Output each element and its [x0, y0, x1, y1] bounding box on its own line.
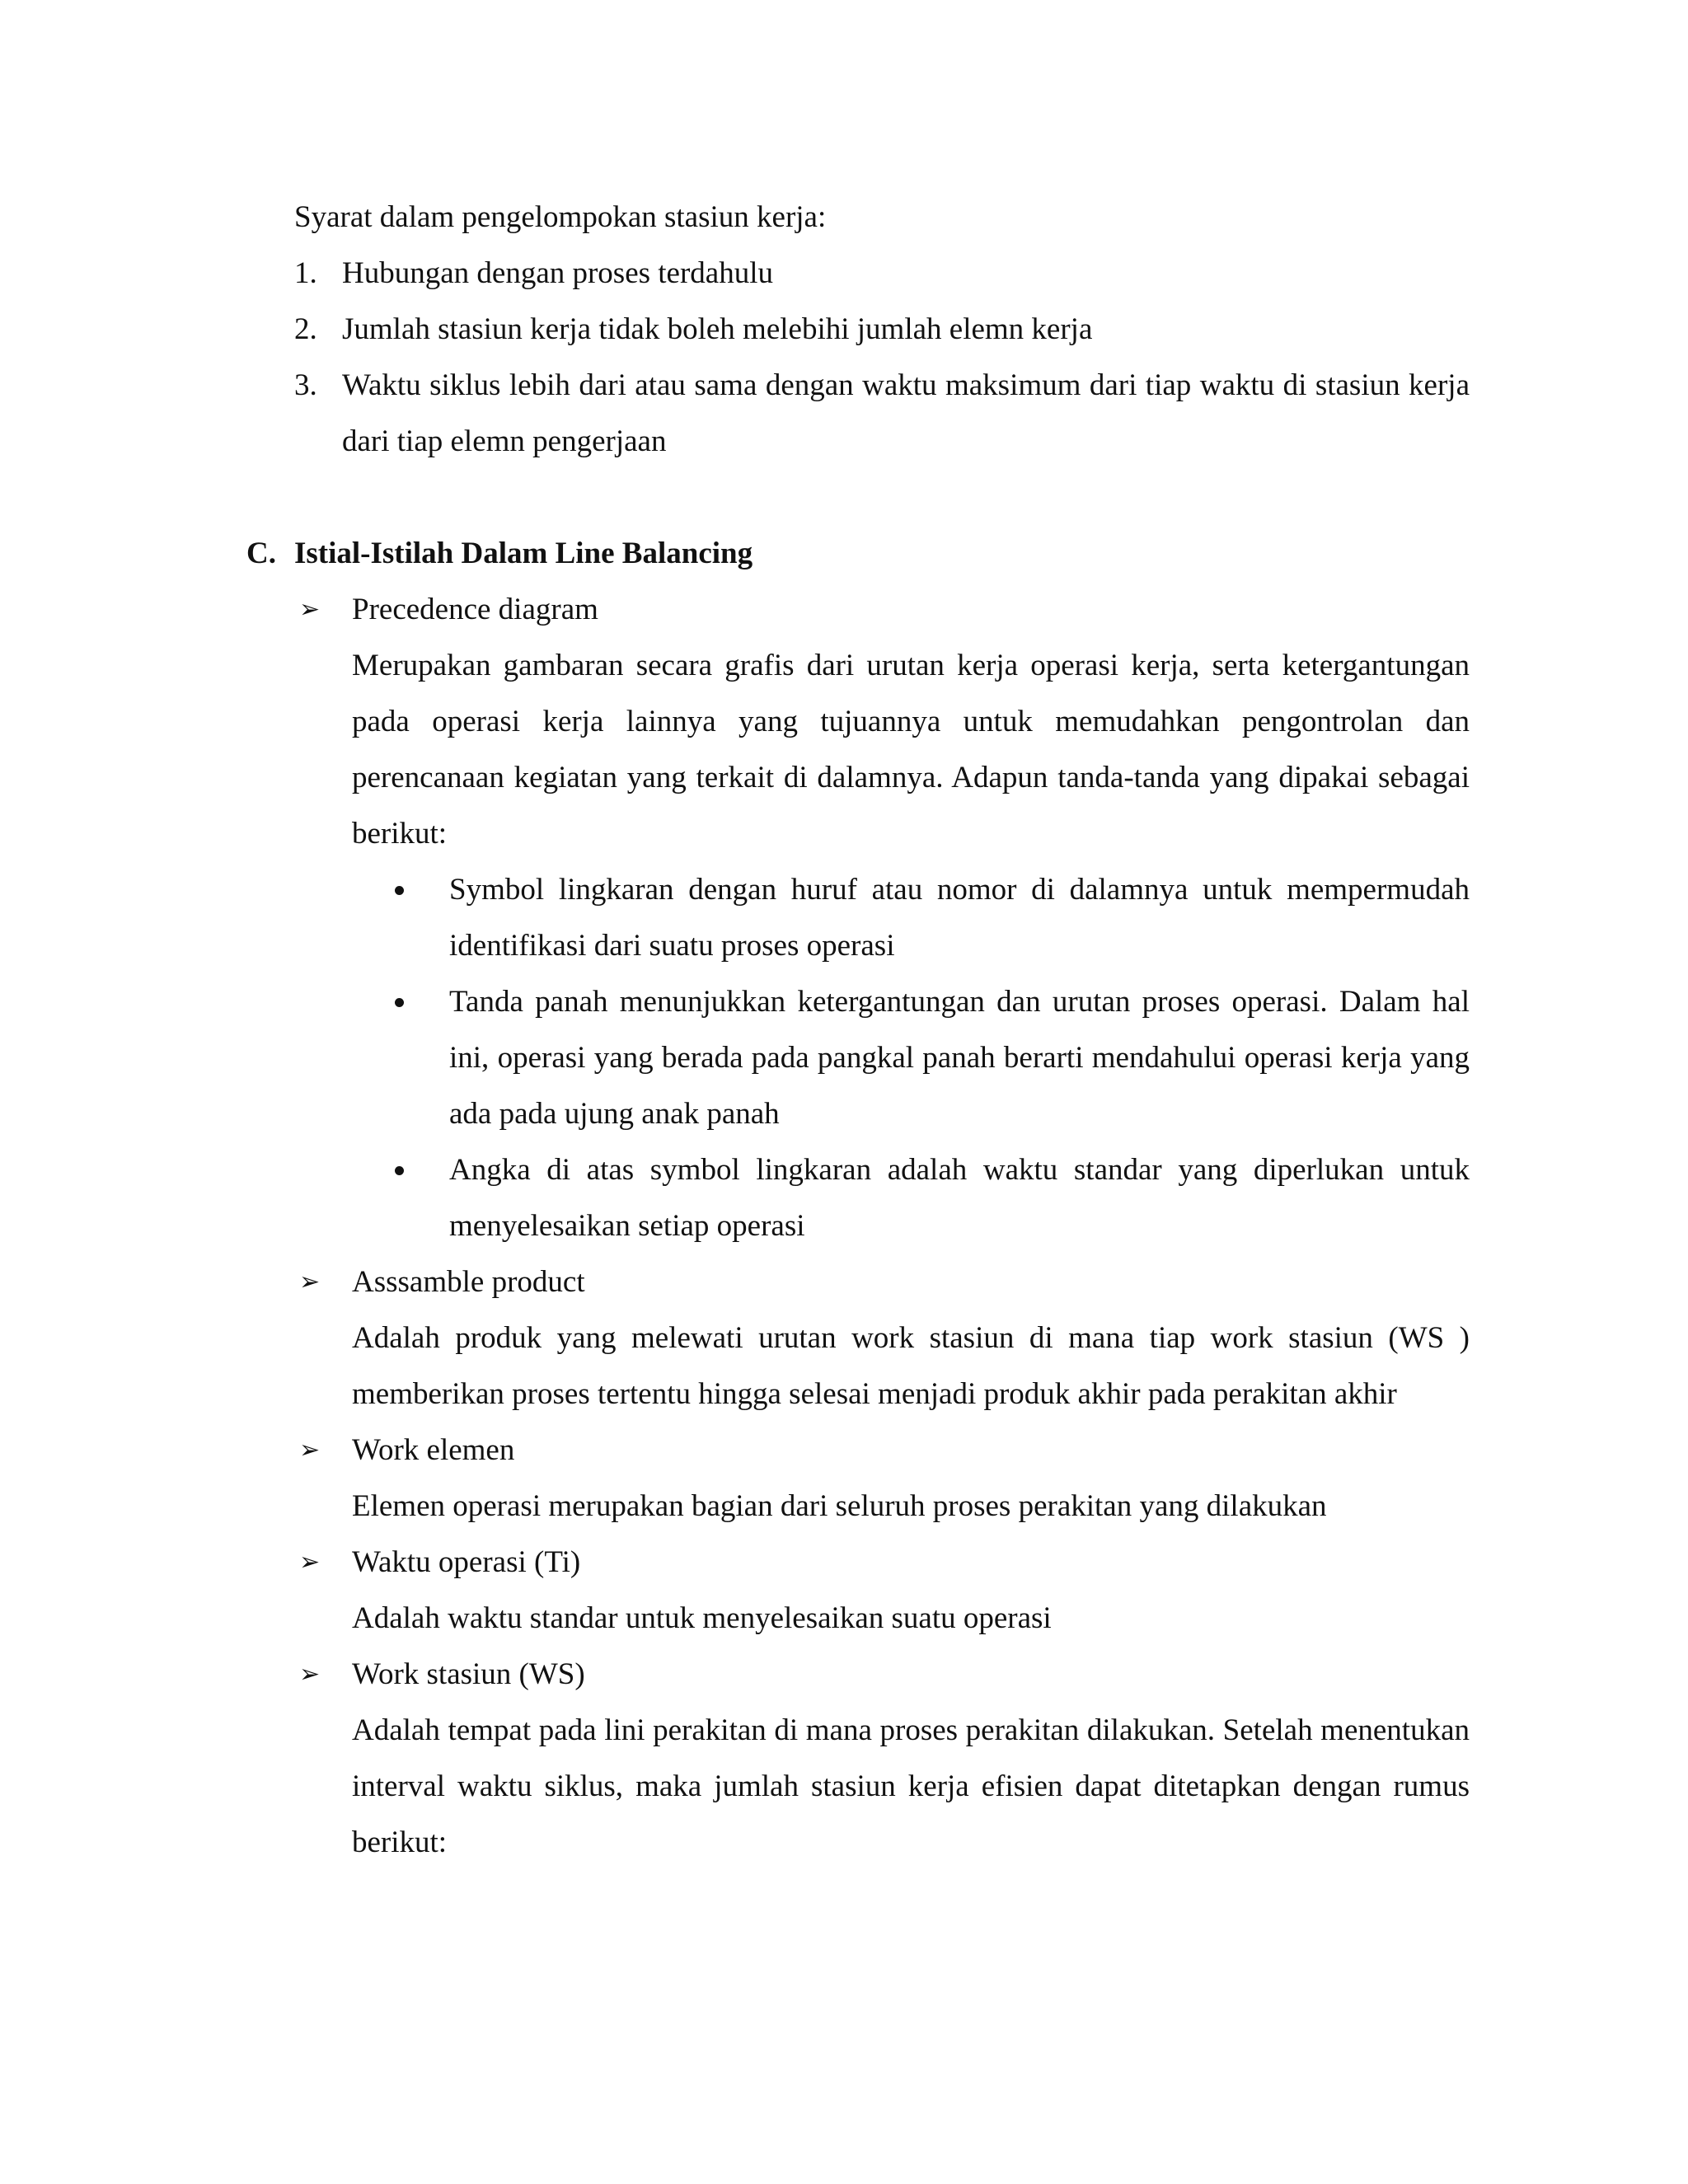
arrowhead-bullet-icon: ➢ — [299, 1436, 321, 1465]
term-item — [294, 1254, 1470, 1422]
page-content — [246, 190, 1470, 1871]
bullet-text: Tanda panah menunjukkan ketergantungan dan urutan proses operasi. Dalam hal ini, operasi yang berada pada pangkal panah berarti mendahului operasi kerja yang ada pada ujung anak panah — [449, 985, 1470, 1131]
filled-circle-bullet-icon — [395, 1166, 404, 1175]
requirement-number: 3. — [294, 368, 317, 402]
term-name: Asssamble product — [352, 1265, 585, 1299]
section-heading — [246, 526, 1470, 582]
symbol-bullet-list — [352, 862, 1470, 1254]
requirement-item — [294, 358, 1470, 470]
requirement-text: Jumlah stasiun kerja tidak boleh melebihi jumlah elemn kerja — [342, 312, 1093, 346]
bullet-text: Symbol lingkaran dengan huruf atau nomor di dalamnya untuk mempermudah identifikasi dari suatu proses operasi — [449, 873, 1470, 963]
term-item — [294, 1422, 1470, 1535]
arrowhead-bullet-icon: ➢ — [299, 1268, 321, 1296]
terms-list — [294, 582, 1470, 1871]
arrowhead-bullet-icon: ➢ — [299, 1660, 321, 1689]
bullet-item — [352, 1142, 1470, 1254]
requirement-text: Hubungan dengan proses terdahulu — [342, 256, 774, 290]
arrowhead-bullet-icon: ➢ — [299, 1548, 321, 1577]
term-description: Adalah tempat pada lini perakitan di mana proses perakitan dilakukan. Setelah menentukan interval waktu siklus, maka jumlah stasiun kerja efisien dapat ditetapkan dengan rumus berikut: — [352, 1713, 1470, 1859]
term-name: Precedence diagram — [352, 593, 598, 626]
section-letter: C. — [246, 537, 276, 570]
term-description: Adalah waktu standar untuk menyelesaikan suatu operasi — [352, 1601, 1052, 1635]
term-item — [294, 582, 1470, 1254]
term-name: Waktu operasi (Ti) — [352, 1545, 581, 1579]
bullet-item — [352, 974, 1470, 1142]
term-item — [294, 1535, 1470, 1647]
filled-circle-bullet-icon — [395, 886, 404, 895]
requirement-item — [294, 246, 1470, 302]
term-item — [294, 1647, 1470, 1871]
requirements-list — [294, 246, 1470, 470]
term-description: Elemen operasi merupakan bagian dari seluruh proses perakitan yang dilakukan — [352, 1489, 1327, 1523]
arrowhead-bullet-icon: ➢ — [299, 595, 321, 624]
bullet-item — [352, 862, 1470, 974]
requirement-number: 1. — [294, 256, 317, 290]
filled-circle-bullet-icon — [395, 998, 404, 1007]
section-title: Istial-Istilah Dalam Line Balancing — [294, 537, 753, 570]
requirement-number: 2. — [294, 312, 317, 346]
requirements-intro: Syarat dalam pengelompokan stasiun kerja: — [294, 200, 827, 234]
term-description: Adalah produk yang melewati urutan work stasiun di mana tiap work stasiun (WS ) memberikan proses tertentu hingga selesai menjadi produk akhir pada perakitan akhir — [352, 1321, 1470, 1411]
requirement-item — [294, 302, 1470, 358]
term-name: Work elemen — [352, 1433, 515, 1467]
requirement-text: Waktu siklus lebih dari atau sama dengan waktu maksimum dari tiap waktu di stasiun kerja dari tiap elemn pengerjaan — [342, 368, 1470, 458]
bullet-text: Angka di atas symbol lingkaran adalah waktu standar yang diperlukan untuk menyelesaikan setiap operasi — [449, 1153, 1470, 1243]
term-name: Work stasiun (WS) — [352, 1657, 585, 1691]
term-description: Merupakan gambaran secara grafis dari urutan kerja operasi kerja, serta ketergantungan pada operasi kerja lainnya yang tujuannya untuk memudahkan pengontrolan dan perencanaan kegiatan yang terkait di dalamnya. Adapun tanda-tanda yang dipakai sebagai berikut: — [352, 649, 1470, 851]
